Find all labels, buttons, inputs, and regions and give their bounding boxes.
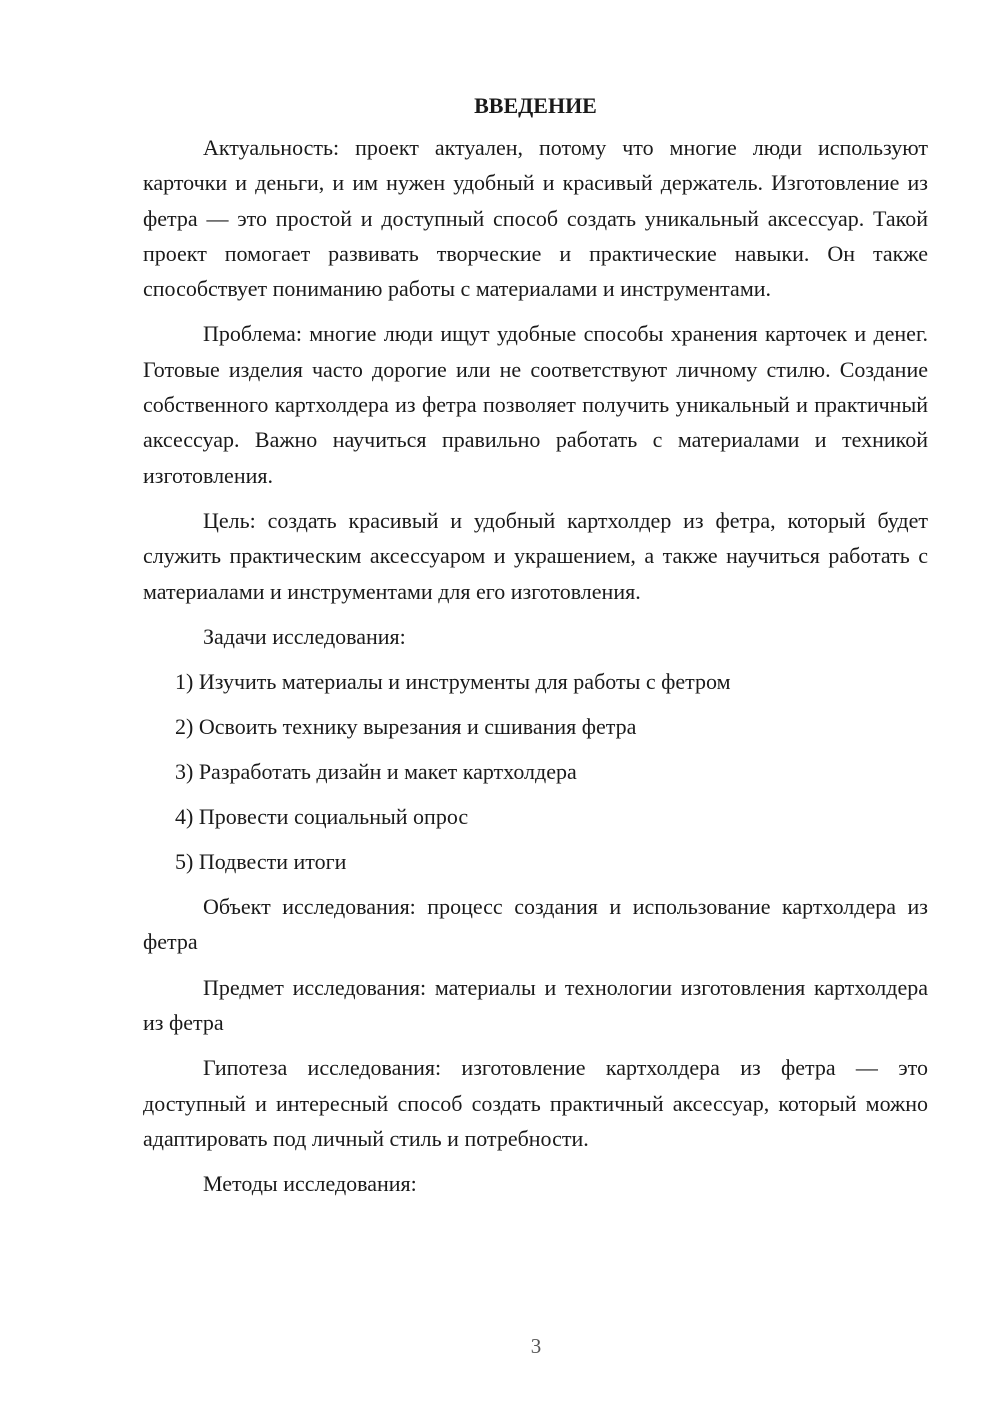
paragraph-subject: Предмет исследования: материалы и технологии изготовления картхолдера из фетра — [143, 974, 928, 1036]
document-page — [143, 88, 928, 1212]
list-item: 4) Провести социальный опрос — [175, 804, 469, 830]
paragraph-object: Объект исследования: процесс создания и использование картхолдера из фетра — [143, 894, 928, 955]
tasks-list — [143, 664, 928, 879]
paragraph-problem: Проблема: многие люди ищут удобные способы хранения карточек и денег. Готовые изделия часто дорогие или не соответствуют личному стилю. Создание собственного картхолдера из фетра позволяет получить уникальный и практичный аксессуар. Важно научиться правильно работать с материалами и техникой изготовления. — [143, 321, 928, 488]
list-item: 2) Освоить технику вырезания и сшивания фетра — [175, 714, 637, 740]
list-item: 3) Разработать дизайн и макет картхолдера — [175, 759, 577, 785]
paragraph-tasks-heading: Задачи исследования: — [203, 623, 406, 649]
paragraph-methods-heading: Методы исследования: — [203, 1171, 417, 1197]
paragraph-relevance: Актуальность: проект актуален, потому что многие люди используют карточки и деньги, и им нужен удобный и красивый держатель. Изготовление из фетра — это простой и доступный способ создать уникальный аксессуар. Такой проект помогает развивать творческие и практические навыки. Он также способствует пониманию работы с материалами и инструментами. — [143, 135, 928, 302]
list-item: 1) Изучить материалы и инструменты для работы с фетром — [175, 669, 731, 695]
paragraph-hypothesis: Гипотеза исследования: изготовление картхолдера из фетра — это доступный и интересный способ создать практичный аксессуар, который можно адаптировать под личный стиль и потребности. — [143, 1055, 928, 1151]
section-title: ВВЕДЕНИЕ — [474, 93, 597, 118]
page-number: 3 — [530, 1334, 542, 1358]
paragraph-goal: Цель: создать красивый и удобный картхолдер из фетра, который будет служить практическим аксессуаром и украшением, а также научиться работать с материалами и инструментами для его изготовления. — [143, 507, 928, 604]
list-item: 5) Подвести итоги — [175, 849, 347, 875]
